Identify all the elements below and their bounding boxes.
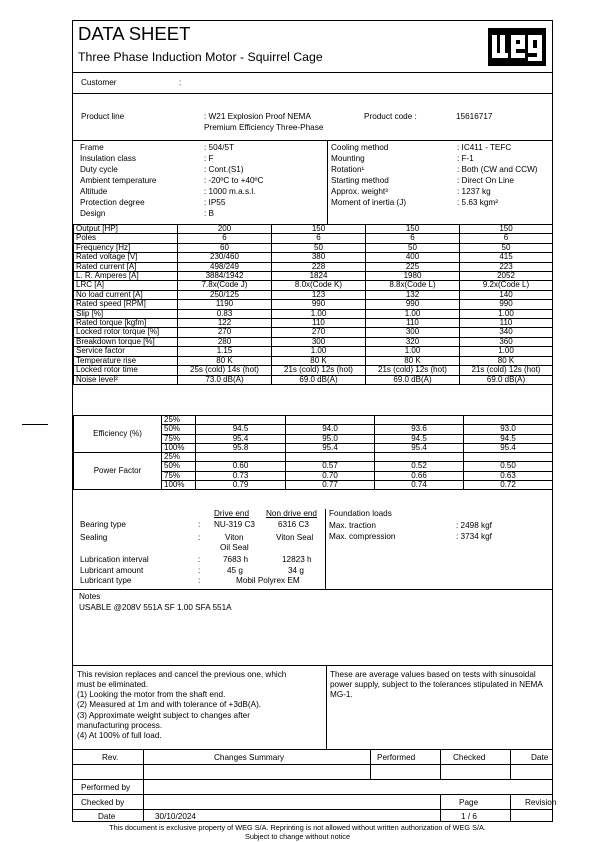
performance-value: 80 K <box>460 356 553 365</box>
performance-value: 50 <box>272 243 366 252</box>
performance-label: Rated current [A] <box>74 262 178 271</box>
page-value: 1 / 6 <box>461 812 477 821</box>
power-factor-value <box>286 453 375 462</box>
efficiency-value <box>286 416 375 425</box>
efficiency-value: 95.0 <box>286 434 375 443</box>
power-factor-value: 0.57 <box>286 462 375 471</box>
performance-value: 50 <box>366 243 460 252</box>
performance-row <box>74 253 553 262</box>
performance-value: 3884/1942 <box>178 272 272 281</box>
performance-value: 150 <box>460 225 553 234</box>
load-percent: 50% <box>162 425 196 434</box>
power-factor-value: 0.50 <box>464 462 553 471</box>
performance-value: 9.2x(Code L) <box>460 281 553 290</box>
efficiency-value: 93.6 <box>375 425 464 434</box>
spec-value: : 1000 m.a.s.l. <box>204 187 256 196</box>
performance-value: 1.00 <box>366 347 460 356</box>
efficiency-value <box>375 416 464 425</box>
remark-line: (1) Looking the motor from the shaft end. <box>77 690 226 699</box>
performance-value: 1.00 <box>272 347 366 356</box>
spec-value: : 5.63 kgm² <box>457 198 498 207</box>
performed-by-label: Performed by <box>81 783 131 792</box>
performance-value: 60 <box>178 243 272 252</box>
performance-value: 8.8x(Code L) <box>366 281 460 290</box>
power-factor-value: 0.79 <box>196 481 286 490</box>
date-label: Date <box>98 812 116 821</box>
spec-label: Protection degree <box>80 198 145 207</box>
efficiency-row <box>74 416 553 425</box>
performance-row <box>74 328 553 337</box>
performance-value: 21s (cold) 12s (hot) <box>366 366 460 375</box>
lub-interval-sep: : <box>198 555 201 564</box>
spec-label: Altitude <box>80 187 108 196</box>
performance-row <box>74 262 553 271</box>
drive-end-header: Drive end <box>214 509 250 518</box>
load-percent: 75% <box>162 434 196 443</box>
performance-value: 250/125 <box>178 290 272 299</box>
efficiency-value: 94.0 <box>286 425 375 434</box>
performance-label: Service factor <box>74 347 178 356</box>
sealing-label: Sealing <box>80 533 108 542</box>
performance-row <box>74 375 553 384</box>
lub-amount-label: Lubricant amount <box>80 566 144 575</box>
revision-label: Revision <box>525 798 557 807</box>
performance-value: 270 <box>272 328 366 337</box>
spec-label: Frame <box>80 143 104 152</box>
efficiency-value: 95.4 <box>464 443 553 452</box>
datasheet-page <box>72 20 557 822</box>
performance-row <box>74 234 553 243</box>
performance-value: 0.83 <box>178 309 272 318</box>
spec-value: : 1237 kg <box>457 187 491 196</box>
spec-value: : Direct On Line <box>457 176 514 185</box>
efficiency-value <box>196 416 286 425</box>
performance-row <box>74 309 553 318</box>
non-drive-end-header: Non drive end <box>266 509 317 518</box>
performance-label: LRC [A] <box>74 281 178 290</box>
power-factor-label: Power Factor <box>74 453 162 490</box>
performance-value: 80 K <box>272 356 366 365</box>
power-factor-value <box>464 453 553 462</box>
performance-value: 7.8x(Code J) <box>178 281 272 290</box>
performance-label: Temperature rise <box>74 356 178 365</box>
performance-value: 1.00 <box>366 309 460 318</box>
spec-label: Ambient temperature <box>80 176 157 185</box>
lubricant-type-value: Mobil Polyrex EM <box>236 576 300 585</box>
load-percent: 25% <box>162 453 196 462</box>
efficiency-value: 94.5 <box>464 434 553 443</box>
spec-value: : Cont.(S1) <box>204 165 244 174</box>
date-value: 30/10/2024 <box>155 812 196 821</box>
changes-summary-header: Changes Summary <box>214 753 285 762</box>
performance-row <box>74 366 553 375</box>
spec-value: : IP55 <box>204 198 226 207</box>
remark-line: These are average values based on tests with sinusoidal <box>330 670 536 679</box>
performance-value: 25s (cold) 14s (hot) <box>178 366 272 375</box>
header <box>73 21 552 73</box>
performance-value: 8.0x(Code K) <box>272 281 366 290</box>
remark-line: manufacturing process. <box>77 721 163 730</box>
spec-value: : IC411 - TEFC <box>457 143 512 152</box>
power-factor-value: 0.77 <box>286 481 375 490</box>
performance-row <box>74 337 553 346</box>
performance-value: 110 <box>460 319 553 328</box>
max-compression-label: Max. compression <box>329 532 396 541</box>
performance-value: 225 <box>366 262 460 271</box>
remark-line: must be eliminated. <box>77 680 148 689</box>
power-factor-value <box>375 453 464 462</box>
power-factor-value: 0.74 <box>375 481 464 490</box>
performance-value: 122 <box>178 319 272 328</box>
performance-value: 1824 <box>272 272 366 281</box>
checked-header: Checked <box>453 753 486 762</box>
lub-interval-nde: 12823 h <box>282 555 312 564</box>
performance-label: Rated torque [kgfm] <box>74 319 178 328</box>
performance-value: 21s (cold) 12s (hot) <box>272 366 366 375</box>
performance-value: 360 <box>460 337 553 346</box>
remark-line: power supply, subject to the tolerances stipulated in NEMA <box>330 680 543 689</box>
spec-label: Approx. weight³ <box>331 187 388 196</box>
power-factor-value: 0.63 <box>464 471 553 480</box>
power-factor-value: 0.60 <box>196 462 286 471</box>
performance-value: 6 <box>366 234 460 243</box>
lub-amount-nde: 34 g <box>288 566 304 575</box>
efficiency-value <box>464 416 553 425</box>
performance-row <box>74 225 553 234</box>
performance-row <box>74 319 553 328</box>
bearing-type-de: NU-319 C3 <box>214 520 255 529</box>
footer-line1: This document is exclusive property of WEG S/A. Reprinting is not allowed without written authorization of WEG S/A. <box>109 823 486 832</box>
spec-value: : F-1 <box>457 154 474 163</box>
customer-sep: : <box>179 78 182 87</box>
power-factor-row <box>74 453 553 462</box>
performance-value: 1190 <box>178 300 272 309</box>
bearing-type-label: Bearing type <box>80 520 126 529</box>
performance-value: 6 <box>178 234 272 243</box>
performance-value: 21s (cold) 12s (hot) <box>460 366 553 375</box>
notes-text: USABLE @208V 551A SF 1.00 SFA 551A <box>79 603 232 612</box>
performance-row <box>74 347 553 356</box>
lubricant-type-sep: : <box>198 576 201 585</box>
spec-label: Rotation¹ <box>331 165 365 174</box>
spec-value: : Both (CW and CCW) <box>457 165 538 174</box>
performance-value: 1980 <box>366 272 460 281</box>
power-factor-value: 0.72 <box>464 481 553 490</box>
product-line-value-2: Premium Efficiency Three-Phase <box>204 123 324 132</box>
efficiency-value: 95.4 <box>375 443 464 452</box>
performance-value: 280 <box>178 337 272 346</box>
remark-line: (4) At 100% of full load. <box>77 731 162 740</box>
sealing-sep: : <box>198 533 201 542</box>
page-title: DATA SHEET <box>78 23 191 44</box>
performance-value: 150 <box>272 225 366 234</box>
performance-row <box>74 290 553 299</box>
performance-value: 110 <box>366 319 460 328</box>
performance-value: 415 <box>460 253 553 262</box>
performance-label: L. R. Amperes [A] <box>74 272 178 281</box>
performance-row <box>74 281 553 290</box>
spec-label: Cooling method <box>331 143 389 152</box>
sealing-de: Viton <box>225 533 244 542</box>
performance-label: Rated speed [RPM] <box>74 300 178 309</box>
sealing-extra: Oil Seal <box>220 543 249 552</box>
bearing-type-nde: 6316 C3 <box>278 520 309 529</box>
power-factor-value: 0.73 <box>196 471 286 480</box>
performance-value: 1.00 <box>460 309 553 318</box>
product-code-value: 15616717 <box>456 112 493 121</box>
efficiency-value: 95.8 <box>196 443 286 452</box>
performance-value: 223 <box>460 262 553 271</box>
spec-label: Duty cycle <box>80 165 118 174</box>
performance-value: 340 <box>460 328 553 337</box>
performance-value: 6 <box>460 234 553 243</box>
spec-label: Starting method <box>331 176 389 185</box>
performance-value: 69.0 dB(A) <box>366 375 460 384</box>
power-factor-value: 0.70 <box>286 471 375 480</box>
load-percent: 25% <box>162 416 196 425</box>
performance-value: 132 <box>366 290 460 299</box>
efficiency-label: Efficiency (%) <box>74 416 162 453</box>
checked-by-label: Checked by <box>81 798 125 807</box>
load-percent: 100% <box>162 443 196 452</box>
spec-label: Moment of inertia (J) <box>331 198 407 207</box>
performance-value: 990 <box>272 300 366 309</box>
max-compression-value: : 3734 kgf <box>456 532 492 541</box>
performance-label: Locked rotor time <box>74 366 178 375</box>
efficiency-value: 94.5 <box>375 434 464 443</box>
performance-row <box>74 300 553 309</box>
max-traction-label: Max. traction <box>329 521 376 530</box>
performance-label: Rated voltage [V] <box>74 253 178 262</box>
performance-value: 1.00 <box>272 309 366 318</box>
page-label: Page <box>459 798 479 807</box>
power-factor-value <box>196 453 286 462</box>
performance-value: 110 <box>272 319 366 328</box>
bearing-type-sep: : <box>198 520 201 529</box>
spec-value: : F <box>204 154 214 163</box>
performance-value: 300 <box>272 337 366 346</box>
notes-title: Notes <box>79 592 101 601</box>
customer-label: Customer <box>81 78 117 87</box>
performance-value: 123 <box>272 290 366 299</box>
lub-amount-de: 45 g <box>227 566 243 575</box>
load-percent: 50% <box>162 462 196 471</box>
performance-table <box>73 224 553 385</box>
performance-value: 270 <box>178 328 272 337</box>
performance-label: Poles <box>74 234 178 243</box>
date-header: Date <box>531 753 549 762</box>
performance-value: 50 <box>460 243 553 252</box>
spec-value: : -20ºC to +40ºC <box>204 176 264 185</box>
load-percent: 75% <box>162 471 196 480</box>
performance-value: 69.0 dB(A) <box>460 375 553 384</box>
lubricant-type-label: Lubricant type <box>80 576 132 585</box>
performance-row <box>74 356 553 365</box>
product-code-label: Product code : <box>364 112 417 121</box>
spec-label: Design <box>80 209 106 218</box>
performance-label: Locked rotor torque [%] <box>74 328 178 337</box>
performance-value: 400 <box>366 253 460 262</box>
sealing-nde: Viton Seal <box>276 533 314 542</box>
performance-value: 320 <box>366 337 460 346</box>
efficiency-value: 95.4 <box>286 443 375 452</box>
performed-header: Performed <box>377 753 416 762</box>
performance-value: 73.0 dB(A) <box>178 375 272 384</box>
remark-line: MG-1. <box>330 690 353 699</box>
performance-value: 2052 <box>460 272 553 281</box>
page-subtitle: Three Phase Induction Motor - Squirrel Cage <box>78 50 323 64</box>
remark-line: This revision replaces and cancel the previous one, which <box>77 670 287 679</box>
performance-label: Frequency [Hz] <box>74 243 178 252</box>
performance-value: 200 <box>178 225 272 234</box>
max-traction-value: : 2498 kgf <box>456 521 492 530</box>
power-factor-value: 0.52 <box>375 462 464 471</box>
spec-label: Insulation class <box>80 154 136 163</box>
product-line-label: Product line <box>81 112 125 121</box>
spec-value: : B <box>204 209 215 218</box>
performance-value: 300 <box>366 328 460 337</box>
remark-line: (2) Measured at 1m and with tolerance of +3dB(A). <box>77 700 262 709</box>
efficiency-table <box>73 415 553 490</box>
performance-label: Slip [%] <box>74 309 178 318</box>
footer-line2: Subject to change without notice <box>244 832 351 841</box>
rev-header: Rev. <box>102 753 119 762</box>
performance-value: 80 K <box>178 356 272 365</box>
lub-interval-de: 7683 h <box>223 555 249 564</box>
performance-value: 228 <box>272 262 366 271</box>
efficiency-value: 93.0 <box>464 425 553 434</box>
product-line-value-1: : W21 Explosion Proof NEMA <box>204 112 311 121</box>
efficiency-value: 94.5 <box>196 425 286 434</box>
performance-row <box>74 272 553 281</box>
performance-label: Output [HP] <box>74 225 178 234</box>
power-factor-value: 0.66 <box>375 471 464 480</box>
performance-value: 80 K <box>366 356 460 365</box>
performance-value: 498/249 <box>178 262 272 271</box>
performance-label: No load current [A] <box>74 290 178 299</box>
lub-interval-label: Lubrication interval <box>80 555 149 564</box>
performance-row <box>74 243 553 252</box>
performance-value: 230/460 <box>178 253 272 262</box>
performance-value: 1.00 <box>460 347 553 356</box>
margin-mark <box>22 424 48 425</box>
load-percent: 100% <box>162 481 196 490</box>
performance-value: 150 <box>366 225 460 234</box>
performance-value: 69.0 dB(A) <box>272 375 366 384</box>
performance-value: 1.15 <box>178 347 272 356</box>
performance-value: 6 <box>272 234 366 243</box>
lub-amount-sep: : <box>198 566 201 575</box>
remark-line: (3) Approximate weight subject to changes after <box>77 711 250 720</box>
performance-value: 140 <box>460 290 553 299</box>
weg-logo <box>488 28 546 66</box>
spec-label: Mounting <box>331 154 365 163</box>
spec-value: : 504/5T <box>204 143 235 152</box>
performance-value: 990 <box>460 300 553 309</box>
efficiency-value: 95.4 <box>196 434 286 443</box>
performance-label: Breakdown torque [%] <box>74 337 178 346</box>
performance-label: Noise level² <box>74 375 178 384</box>
performance-value: 380 <box>272 253 366 262</box>
foundation-title: Foundation loads <box>329 509 392 518</box>
performance-value: 990 <box>366 300 460 309</box>
